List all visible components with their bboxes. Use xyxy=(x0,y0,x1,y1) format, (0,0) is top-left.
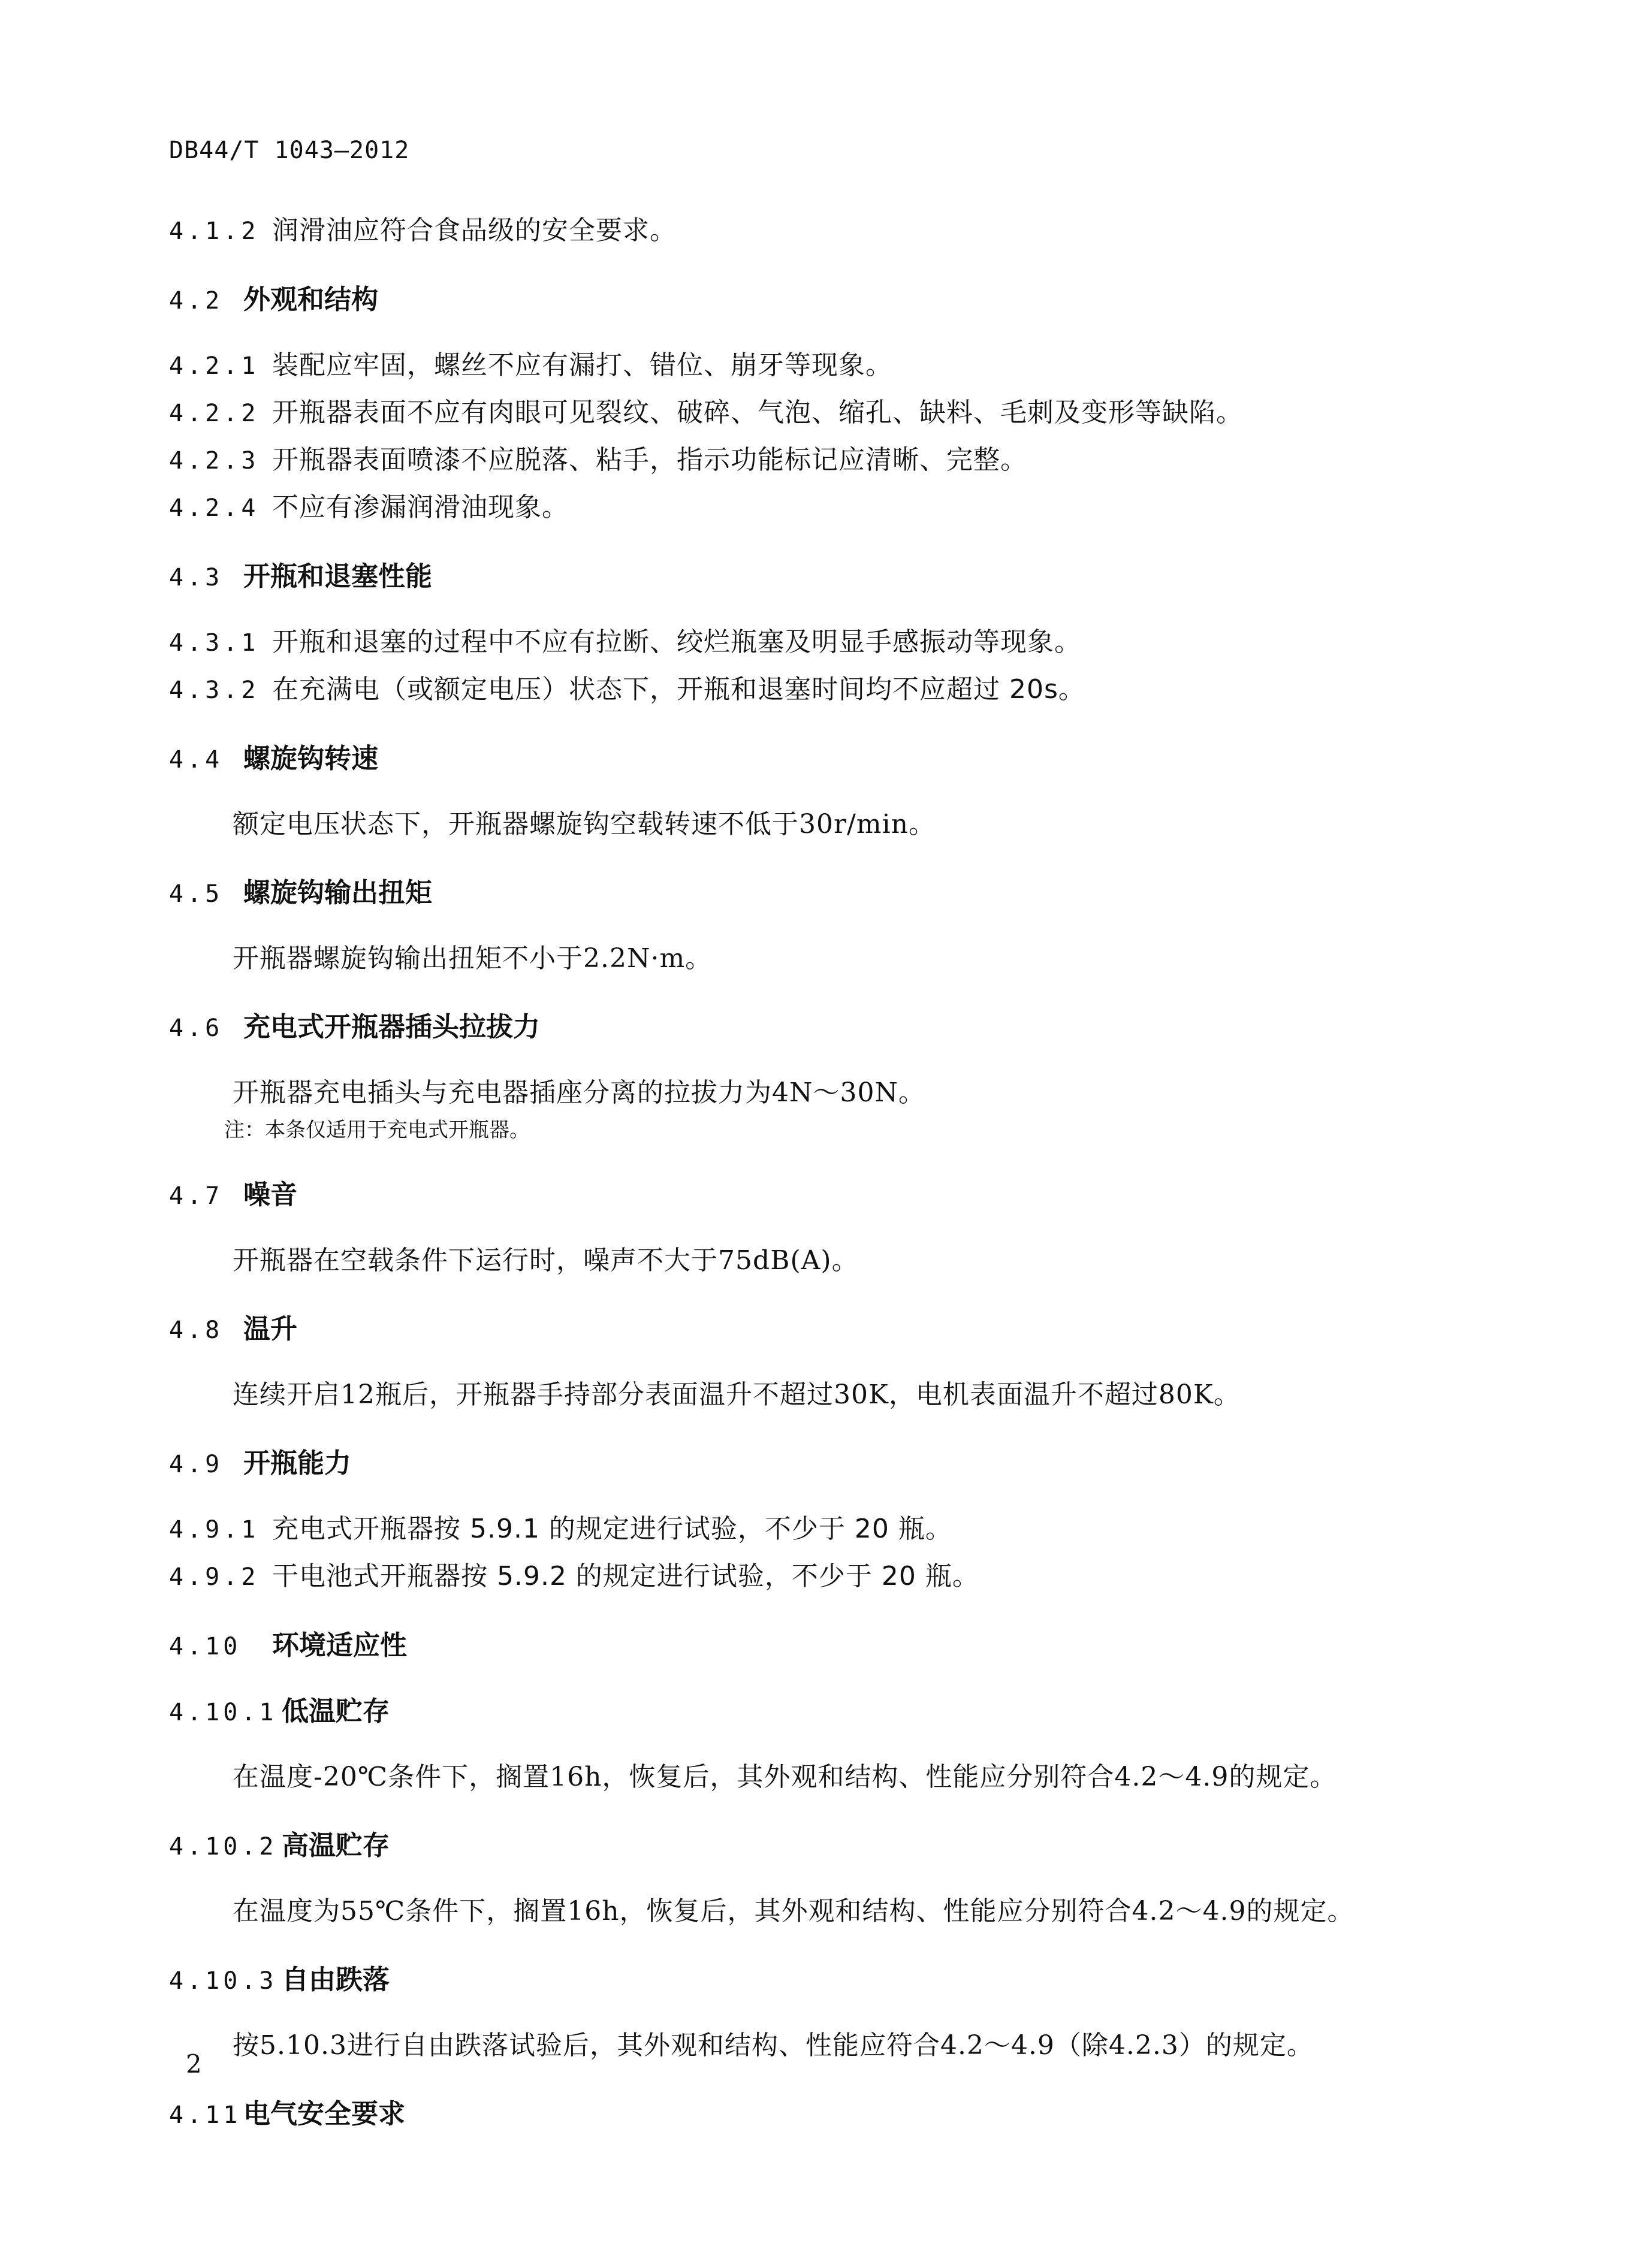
heading-text: 噪音 xyxy=(243,1179,298,1210)
heading-text: 温升 xyxy=(243,1313,298,1345)
heading-number: 4.2 xyxy=(169,287,224,315)
heading-4-2 xyxy=(169,282,1464,318)
clause-4-2-2 xyxy=(169,395,1464,431)
clause-text: 充电式开瓶器按 5.9.1 的规定进行试验，不少于 20 瓶。 xyxy=(272,1514,952,1544)
heading-text: 低温贮存 xyxy=(282,1695,390,1727)
paragraph-4-10-3: 按5.10.3进行自由跌落试验后，其外观和结构、性能应符合4.2～4.9（除4.2.3）的规定。 xyxy=(233,2030,1314,2061)
clause-4-3-1 xyxy=(169,625,1464,660)
clause-4-2-4 xyxy=(169,490,1464,526)
clause-text: 干电池式开瓶器按 5.9.2 的规定进行试验，不少于 20 瓶。 xyxy=(272,1561,979,1591)
heading-number: 4.3 xyxy=(169,564,224,591)
heading-4-11 xyxy=(169,2097,1464,2133)
heading-text: 高温贮存 xyxy=(282,1829,390,1861)
clause-text: 开瓶和退塞的过程中不应有拉断、绞烂瓶塞及明显手感振动等现象。 xyxy=(272,627,1081,657)
heading-4-10-2 xyxy=(169,1828,1464,1864)
heading-4-10 xyxy=(169,1628,1464,1664)
clause-number: 4.3.2 xyxy=(169,677,260,704)
clause-number: 4.3.1 xyxy=(169,629,260,657)
heading-text: 开瓶能力 xyxy=(243,1447,352,1479)
heading-text: 开瓶和退塞性能 xyxy=(243,560,433,592)
paragraph-4-4: 额定电压状态下，开瓶器螺旋钩空载转速不低于30r/min。 xyxy=(233,809,936,839)
clause-number: 4.2.3 xyxy=(169,447,260,475)
page-number: 2 xyxy=(186,2049,202,2079)
heading-number: 4.4 xyxy=(169,746,224,774)
clause-number: 4.2.2 xyxy=(169,400,260,427)
paragraph-4-8: 连续开启12瓶后，开瓶器手持部分表面温升不超过30K，电机表面温升不超过80K。 xyxy=(233,1379,1241,1410)
paragraph-4-5: 开瓶器螺旋钩输出扭矩不小于2.2N·m。 xyxy=(233,943,713,974)
clause-text: 装配应牢固，螺丝不应有漏打、错位、崩牙等现象。 xyxy=(272,350,892,380)
document-body xyxy=(169,213,1464,2133)
heading-number: 4.11 xyxy=(169,2101,242,2129)
clause-text: 润滑油应符合食品级的安全要求。 xyxy=(272,215,677,246)
clause-number: 4.2.4 xyxy=(169,494,260,522)
heading-4-9 xyxy=(169,1446,1464,1482)
paragraph-4-10-1: 在温度-20℃条件下，搁置16h，恢复后，其外观和结构、性能应分别符合4.2～4.9的规定。 xyxy=(233,1762,1337,1792)
heading-number: 4.7 xyxy=(169,1182,224,1210)
clause-4-9-2 xyxy=(169,1559,1464,1594)
clause-text: 在充满电（或额定电压）状态下，开瓶和退塞时间均不应超过 20s。 xyxy=(272,674,1085,705)
clause-text: 开瓶器表面不应有肉眼可见裂纹、破碎、气泡、缩孔、缺料、毛刺及变形等缺陷。 xyxy=(272,397,1243,428)
clause-number: 4.2.1 xyxy=(169,352,260,380)
paragraph-4-6: 开瓶器充电插头与充电器插座分离的拉拔力为4N～30N。 xyxy=(233,1077,925,1108)
document-code: DB44/T 1043—2012 xyxy=(169,137,410,164)
heading-text: 外观和结构 xyxy=(243,283,379,315)
heading-text: 充电式开瓶器插头拉拔力 xyxy=(243,1011,541,1043)
clause-number: 4.1.2 xyxy=(169,218,260,245)
heading-number: 4.9 xyxy=(169,1451,224,1478)
clause-4-9-1 xyxy=(169,1512,1464,1547)
heading-text: 自由跌落 xyxy=(282,1964,390,1995)
heading-4-8 xyxy=(169,1312,1464,1348)
clause-4-2-3 xyxy=(169,443,1464,478)
heading-number: 4.10 xyxy=(169,1633,242,1660)
heading-text: 电气安全要求 xyxy=(243,2098,406,2130)
heading-4-7 xyxy=(169,1177,1464,1213)
clause-text: 不应有渗漏润滑油现象。 xyxy=(272,492,569,523)
heading-4-10-1 xyxy=(169,1694,1464,1730)
paragraph-4-10-2: 在温度为55℃条件下，搁置16h，恢复后，其外观和结构、性能应分别符合4.2～4.9的规定。 xyxy=(233,1896,1355,1926)
heading-text: 螺旋钩转速 xyxy=(243,742,379,774)
heading-4-10-3 xyxy=(169,1962,1464,1998)
clause-number: 4.9.2 xyxy=(169,1563,260,1591)
heading-number: 4.10.1 xyxy=(169,1699,277,1726)
heading-4-5 xyxy=(169,875,1464,911)
heading-4-3 xyxy=(169,559,1464,595)
clause-4-3-2 xyxy=(169,672,1464,708)
heading-number: 4.6 xyxy=(169,1014,224,1042)
note-4-6: 注：本条仅适用于充电式开瓶器。 xyxy=(224,1118,530,1142)
heading-number: 4.10.3 xyxy=(169,1967,277,1995)
clause-4-2-1 xyxy=(169,348,1464,383)
heading-4-6 xyxy=(169,1010,1464,1046)
heading-number: 4.8 xyxy=(169,1316,224,1344)
heading-number: 4.5 xyxy=(169,880,224,908)
clause-text: 开瓶器表面喷漆不应脱落、粘手，指示功能标记应清晰、完整。 xyxy=(272,445,1027,475)
paragraph-4-7: 开瓶器在空载条件下运行时，噪声不大于75dB(A)。 xyxy=(233,1245,859,1276)
heading-number: 4.10.2 xyxy=(169,1833,277,1861)
heading-text: 环境适应性 xyxy=(272,1629,408,1661)
clause-4-1-2 xyxy=(169,213,1464,249)
heading-text: 螺旋钩输出扭矩 xyxy=(243,877,433,908)
clause-number: 4.9.1 xyxy=(169,1516,260,1544)
heading-4-4 xyxy=(169,741,1464,777)
